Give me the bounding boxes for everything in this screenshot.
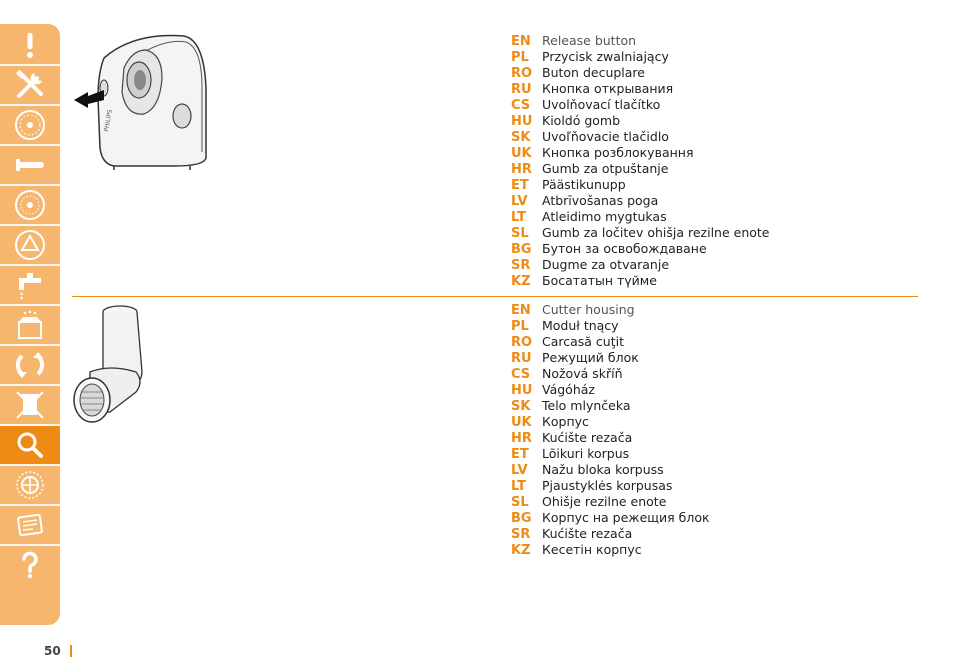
list-item: BG Корпус на режещия блок [511,510,710,526]
list-item: SK Uvoľňovacie tlačidlo [511,129,669,145]
sidebar-item-storage[interactable] [0,346,60,384]
list-item: EN Release button [511,33,637,49]
list-item: ET Päästikunupp [511,177,626,193]
pusher-icon [13,148,47,182]
list-item: PL Przycisk zwalniający [511,49,669,65]
sidebar-item-pusher[interactable] [0,146,60,184]
globe-icon [13,468,47,502]
cutter-housing-illustration [70,302,150,432]
list-item: RU Режущий блок [511,350,639,366]
list-item: CS Uvolňovací tlačítko [511,97,661,113]
sidebar-item-safety[interactable] [0,26,60,64]
cone-disc-icon [13,228,47,262]
disc-icon [13,108,47,142]
sidebar-nav [0,24,60,625]
sidebar-item-cleaning[interactable] [0,266,60,304]
list-item: BG Бутон за освобождаване [511,241,707,257]
sidebar-item-cone[interactable] [0,226,60,264]
page-number-bar [70,645,72,657]
crossed-bin-icon [13,388,47,422]
exclamation-icon [13,28,47,62]
list-item: HR Kućište rezača [511,430,633,446]
page-number: 50 [44,644,61,658]
list-item: LV Nažu bloka korpuss [511,462,664,478]
list-item: LV Atbrīvošanas poga [511,193,659,209]
tools-icon [13,68,47,102]
sidebar-item-troubleshooting[interactable] [0,546,60,584]
list-item: SR Dugme za otvaranje [511,257,670,273]
list-item: UK Кнопка розблокування [511,145,694,161]
dishwasher-icon [13,308,47,342]
cutter-housing-labels [511,302,710,558]
motor-unit-illustration [74,28,214,173]
section-divider [72,296,918,297]
list-item: HU Vágóház [511,382,595,398]
sidebar-item-overview[interactable] [0,426,60,464]
list-item: SR Kućište rezača [511,526,633,542]
recipe-icon [13,508,47,542]
list-item: RU Кнопка открывания [511,81,674,97]
list-item: LT Atleidimo mygtukas [511,209,667,225]
list-item: HU Kioldó gomb [511,113,621,129]
list-item: LT Pjaustyklės korpusas [511,478,673,494]
list-item: KZ Босататын түйме [511,273,657,289]
list-item: SK Telo mlynčeka [511,398,631,414]
list-item: PL Moduł tnący [511,318,619,334]
list-item: SL Ohišje rezilne enote [511,494,667,510]
sidebar-item-dishwasher[interactable] [0,306,60,344]
sidebar-item-environment[interactable] [0,386,60,424]
tap-icon [13,268,47,302]
list-item: HR Gumb za otpuštanje [511,161,669,177]
list-item: SL Gumb za ločitev ohišja rezilne enote [511,225,770,241]
recycle-icon [13,348,47,382]
disc-icon [13,188,47,222]
question-icon [13,548,47,582]
sidebar-item-disc[interactable] [0,106,60,144]
list-item: RO Carcasă cuţit [511,334,625,350]
list-item: EN Cutter housing [511,302,635,318]
list-item: KZ Кесетін корпус [511,542,642,558]
sidebar-item-service[interactable] [0,466,60,504]
magnifier-icon [13,428,47,462]
sidebar-item-recipes[interactable] [0,506,60,544]
list-item: CS Nožová skříň [511,366,623,382]
sidebar-item-disc-2[interactable] [0,186,60,224]
list-item: UK Корпус [511,414,589,430]
release-button-labels [511,33,769,289]
list-item: RO Buton decuplare [511,65,645,81]
list-item: ET Lõikuri korpus [511,446,630,462]
brand-label: PHILIPS [103,109,114,133]
sidebar-item-assembly[interactable] [0,66,60,104]
